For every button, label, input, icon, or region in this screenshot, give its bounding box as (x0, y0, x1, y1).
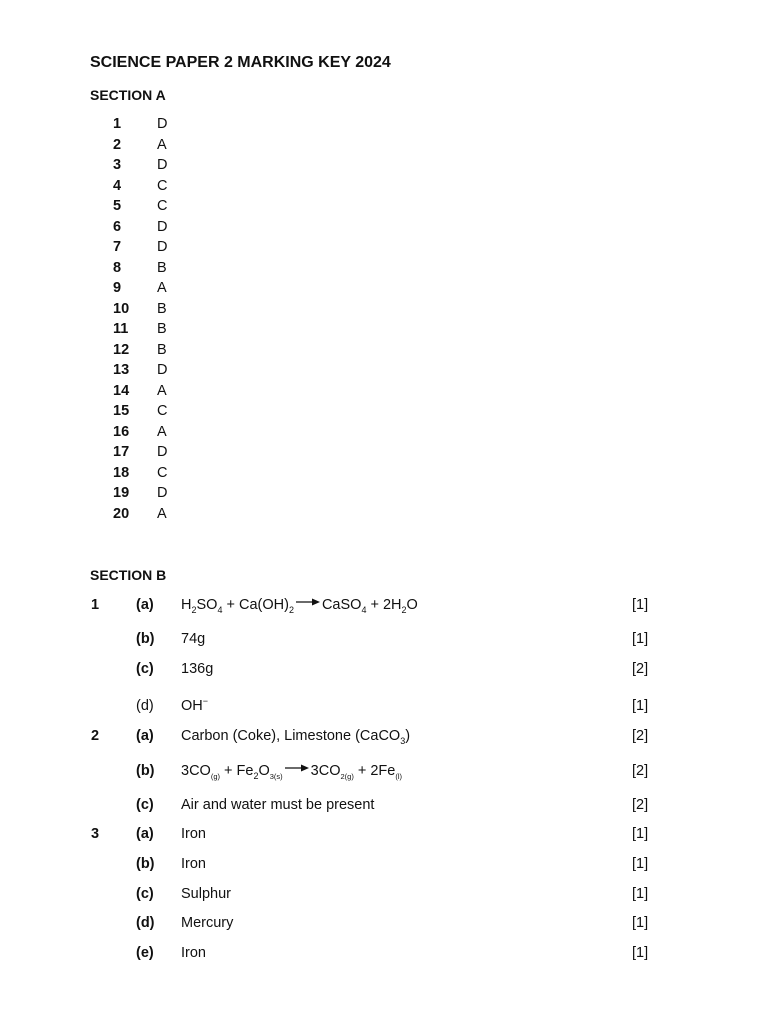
part-label: (a) (136, 597, 154, 613)
answer-text: Carbon (Coke), Limestone (CaCO$_3$) (181, 728, 411, 746)
mark-allocation: [2] (632, 728, 649, 744)
answer-text: Air and water must be present (181, 797, 375, 813)
question-number: 19 (113, 485, 130, 501)
answer-letter: D (157, 116, 168, 132)
part-label: (a) (136, 728, 154, 744)
answer-text: 136g (181, 661, 214, 677)
mark-allocation: [2] (632, 661, 649, 677)
answer-text: 74g (181, 631, 206, 647)
mark-allocation: [1] (632, 886, 649, 902)
answer-text: OH− (181, 696, 209, 714)
answer-letter: A (157, 136, 167, 153)
mark-allocation: [1] (632, 631, 649, 647)
page-title: SCIENCE PAPER 2 MARKING KEY 2024 (90, 54, 391, 71)
answer-letter: D (157, 444, 168, 460)
answer-letter: D (157, 218, 168, 235)
question-number: 18 (113, 464, 130, 481)
answer-letter: C (157, 464, 168, 481)
answer-letter: C (157, 177, 168, 194)
part-label: (b) (136, 763, 155, 779)
part-label: (a) (136, 826, 154, 842)
mark-allocation: [1] (632, 915, 649, 931)
answer-text: Mercury (181, 915, 234, 931)
question-number: 13 (113, 362, 130, 378)
question-number: 2 (113, 136, 122, 153)
question-number: 11 (113, 321, 129, 337)
question-number: 3 (113, 157, 122, 173)
answer-text: Iron (181, 826, 206, 842)
chemical-equation: $3CO_{(g)} + Fe_2O_{3(s)}$ $3CO_{2(g)} + 2Fe_{(l)}$ (181, 763, 403, 781)
answer-letter: B (157, 259, 167, 276)
question-number: 1 (91, 597, 100, 613)
question-number: 14 (113, 382, 130, 399)
question-number: 2 (91, 728, 100, 744)
question-number: 6 (113, 218, 122, 235)
question-number: 9 (113, 280, 122, 296)
answer-letter: D (157, 362, 168, 378)
mark-allocation: [1] (632, 856, 649, 872)
part-label: (d) (136, 698, 154, 714)
answer-letter: C (157, 198, 168, 214)
reaction-arrow-icon (285, 763, 309, 773)
mark-allocation: [1] (632, 597, 649, 613)
answer-letter: A (157, 505, 167, 522)
section-a-heading: SECTION A (90, 87, 166, 103)
answer-letter: D (157, 485, 168, 501)
part-label: (c) (136, 886, 154, 902)
question-number: 7 (113, 239, 122, 255)
answer-letter: D (157, 157, 168, 173)
answer-letter: A (157, 423, 167, 440)
answer-text: Iron (181, 856, 206, 872)
part-label: (b) (136, 856, 155, 872)
question-number: 16 (113, 423, 130, 440)
part-label: (e) (136, 945, 154, 961)
question-number: 17 (113, 444, 130, 460)
question-number: 1 (113, 116, 122, 132)
mark-allocation: [1] (632, 945, 649, 961)
reaction-arrow-icon (296, 597, 320, 607)
question-number: 5 (113, 198, 122, 214)
answer-letter: A (157, 382, 167, 399)
part-label: (d) (136, 915, 155, 931)
answer-letter: D (157, 239, 168, 255)
answer-letter: A (157, 280, 167, 296)
answer-text: Iron (181, 945, 206, 961)
answer-letter: B (157, 300, 167, 317)
mark-allocation: [2] (632, 797, 649, 813)
question-number: 15 (113, 403, 130, 419)
part-label: (b) (136, 631, 155, 647)
answer-letter: B (157, 341, 167, 358)
question-number: 8 (113, 259, 122, 276)
mark-allocation: [1] (632, 698, 649, 714)
chemical-equation: $H_2SO_4 + Ca(OH)_2$ CaSO$_4$ + $2H_2O$ (181, 597, 418, 615)
question-number: 4 (113, 177, 122, 194)
part-label: (c) (136, 661, 154, 677)
question-number: 10 (113, 300, 130, 317)
question-number: 20 (113, 505, 130, 522)
answer-letter: C (157, 403, 168, 419)
mark-allocation: [2] (632, 763, 649, 779)
part-label: (c) (136, 797, 154, 813)
mark-allocation: [1] (632, 826, 649, 842)
question-number: 3 (91, 826, 100, 842)
answer-text: Sulphur (181, 886, 231, 902)
section-b-heading: SECTION B (90, 567, 167, 583)
question-number: 12 (113, 341, 130, 358)
answer-letter: B (157, 321, 167, 337)
